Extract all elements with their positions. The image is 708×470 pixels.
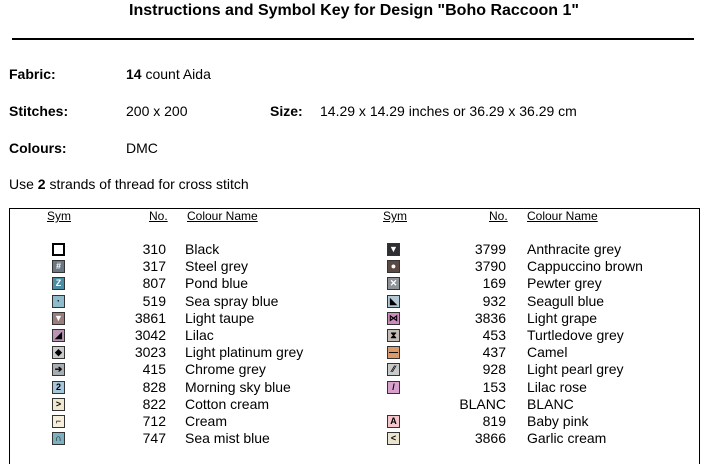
symbol-swatch: ▼ [52,312,65,325]
colour-name: Cappuccino brown [527,258,643,275]
dmc-number: 747 [142,430,166,447]
symbol-swatch: ⁄⁄ [387,363,400,376]
dmc-number: 519 [142,292,166,309]
page-title: Instructions and Symbol Key for Design "Boho Raccoon 1" [129,2,579,19]
dmc-number: 3866 [474,430,506,447]
dmc-number: 415 [142,361,166,378]
dmc-number: 819 [482,413,506,429]
dmc-number: 3790 [474,258,506,275]
thread-note [9,176,249,192]
colour-name: Light taupe [185,309,255,326]
dmc-number: 807 [142,275,166,292]
symbol-swatch: > [52,398,65,411]
dmc-number: 3042 [134,327,166,343]
key-row [0,258,708,275]
key-row [0,275,708,292]
dmc-number: 169 [482,275,506,292]
colour-name: Morning sky blue [185,378,291,395]
symbol-swatch: — [389,347,398,358]
fabric-value [126,66,211,82]
symbol-swatch: 2 [52,381,65,394]
dmc-number: 3023 [134,344,166,361]
stitches-value: 200 x 200 [126,103,188,119]
title-divider [12,38,694,40]
dmc-number: 928 [482,361,506,378]
header-sym-left: Sym [47,209,71,223]
dmc-number: 932 [482,292,506,309]
symbol-swatch: ➔ [52,363,65,376]
header-no-right: No. [489,209,508,223]
note-strands: 2 [37,176,46,192]
key-row [0,430,708,447]
dmc-number: 153 [482,378,506,395]
symbol-swatch: ◆ [52,346,65,359]
colour-name: BLANC [527,395,574,412]
colour-name: Light pearl grey [527,361,624,378]
stitches-label: Stitches: [9,103,69,119]
colours-value: DMC [126,140,158,156]
key-row [0,310,708,327]
dmc-number: 437 [482,344,506,361]
header-no-left: No. [149,209,168,223]
symbol-swatch: ◢ [52,329,65,342]
symbol-swatch: ✕ [387,277,400,290]
colour-name: Sea mist blue [185,430,270,447]
colour-name: Pond blue [185,275,249,292]
key-row [0,413,708,430]
colour-name: Sea spray blue [185,292,279,309]
dmc-number: 3799 [474,241,506,257]
symbol-swatch: ● [387,260,400,273]
colour-name: Black [185,241,220,257]
symbol-swatch: ∩ [52,432,65,445]
key-row [0,241,708,258]
colour-name: Cream [185,413,228,429]
dmc-number: 317 [142,258,166,275]
key-row [0,344,708,361]
colour-name: Light platinum grey [185,344,304,361]
colour-name: Garlic cream [527,430,607,447]
key-row [0,293,708,310]
dmc-number: 3861 [134,309,166,326]
header-colour-name-left: Colour Name [187,209,258,223]
symbol-swatch: ▼ [387,243,400,256]
fabric-label: Fabric: [9,66,56,82]
colour-name: Steel grey [185,258,249,275]
colour-name: Seagull blue [527,292,605,309]
symbol-swatch: # [52,260,65,273]
dmc-number: BLANC [459,395,506,412]
colour-name: Light grape [527,309,598,326]
symbol-swatch: ⌐ [52,415,65,428]
symbol-swatch: A [387,415,400,428]
dmc-number: 3836 [474,309,506,326]
colour-name: Lilac [185,327,214,343]
symbol-swatch: · [52,295,65,308]
symbol-swatch: Z [52,277,65,290]
dmc-number: 712 [142,413,166,429]
symbol-swatch: ⋈ [389,312,398,323]
key-row [0,361,708,378]
fabric-count: 14 [126,66,142,82]
key-row [0,379,708,396]
colour-name: Anthracite grey [527,241,622,257]
colour-name: Camel [527,344,568,361]
dmc-number: 822 [142,395,166,412]
dmc-number: 310 [142,241,166,257]
note-prefix: Use [9,176,34,192]
colour-name: Turtledove grey [527,327,624,343]
colour-name: Pewter grey [527,275,602,292]
fabric-text: count Aida [145,66,211,82]
symbol-swatch: ⧗ [387,329,400,342]
dmc-number: 453 [482,327,506,343]
key-row [0,396,708,413]
symbol-swatch: ◣ [387,295,400,308]
dmc-number: 828 [142,378,166,395]
colours-label: Colours: [9,140,67,156]
header-colour-name-right: Colour Name [527,209,598,223]
colour-name: Cotton cream [185,395,270,412]
header-sym-right: Sym [383,209,407,223]
symbol-swatch: / [387,381,400,394]
colour-name: Baby pink [527,413,589,429]
colour-name: Lilac rose [527,378,587,395]
size-value: 14.29 x 14.29 inches or 36.29 x 36.29 cm [320,103,577,119]
note-suffix: strands of thread for cross stitch [49,176,249,192]
size-label: Size: [270,103,303,119]
key-row [0,327,708,344]
symbol-swatch: < [387,432,400,445]
colour-name: Chrome grey [185,361,266,378]
